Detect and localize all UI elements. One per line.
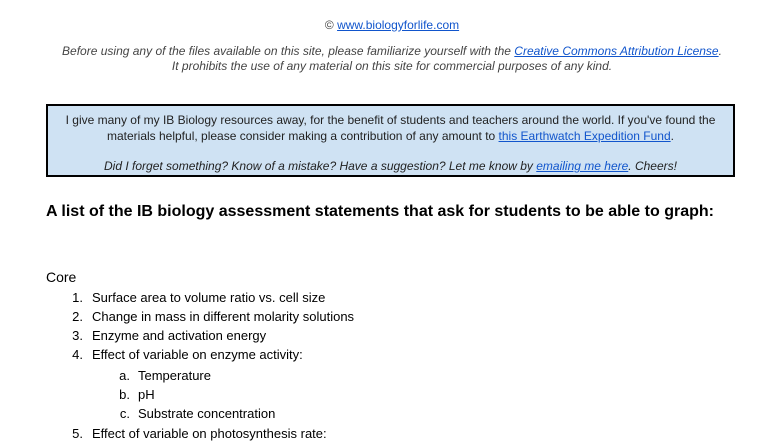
copyright-line: [0, 18, 784, 32]
list-item-text: Enzyme and activation energy: [92, 328, 267, 343]
license-link[interactable]: Creative Commons Attribution License: [514, 44, 719, 58]
list-item-text: Effect of variable on photosynthesis rate:: [92, 426, 327, 441]
site-link[interactable]: www.biologyforlife.com: [337, 18, 460, 32]
sub-list-item-text: Substrate concentration: [138, 406, 276, 421]
sub-list-item-letter: c.: [119, 406, 130, 421]
donation-text: [58, 112, 723, 144]
list-item-number: 3.: [72, 328, 83, 343]
notice-text-after: . It prohibits the use of any material on this site for commercial purposes of any kind.: [171, 44, 722, 73]
email-link[interactable]: emailing me here: [536, 159, 629, 173]
fund-link[interactable]: this Earthwatch Expedition Fund: [498, 129, 671, 143]
page-heading: A list of the IB biology assessment statements that ask for students to be able to graph:: [46, 203, 714, 220]
feedback-text-after: . Cheers!: [628, 159, 677, 173]
list-item-number: 2.: [72, 309, 83, 324]
license-notice: [60, 44, 724, 74]
donation-text-before: I give many of my IB Biology resources away, for the benefit of students and teachers around the world. If you've found the materials helpful, please consider making a contribution of any amount to: [65, 113, 716, 143]
list-item-number: 5.: [72, 426, 83, 441]
list-item-text: Effect of variable on enzyme activity:: [92, 347, 303, 362]
list-item-text: Surface area to volume ratio vs. cell size: [92, 290, 326, 305]
sub-list-item-text: Temperature: [138, 368, 211, 383]
section-label: Core: [46, 269, 77, 285]
copyright-symbol: ©: [324, 18, 334, 32]
list-item-number: 4.: [72, 347, 83, 362]
feedback-text: [58, 158, 723, 174]
list-item-text: Change in mass in different molarity solutions: [92, 309, 355, 324]
notice-text-before: Before using any of the files available on this site, please familiarize yourself with the: [62, 44, 515, 58]
feedback-text-before: Did I forget something? Know of a mistake? Have a suggestion? Let me know by: [104, 159, 537, 173]
list-item-number: 1.: [72, 290, 83, 305]
donation-text-after: .: [670, 129, 674, 143]
sub-list-item-letter: b.: [119, 387, 130, 402]
sub-list-item-text: pH: [138, 387, 155, 402]
donation-callout: [46, 104, 735, 177]
sub-list-item-letter: a.: [119, 368, 130, 383]
